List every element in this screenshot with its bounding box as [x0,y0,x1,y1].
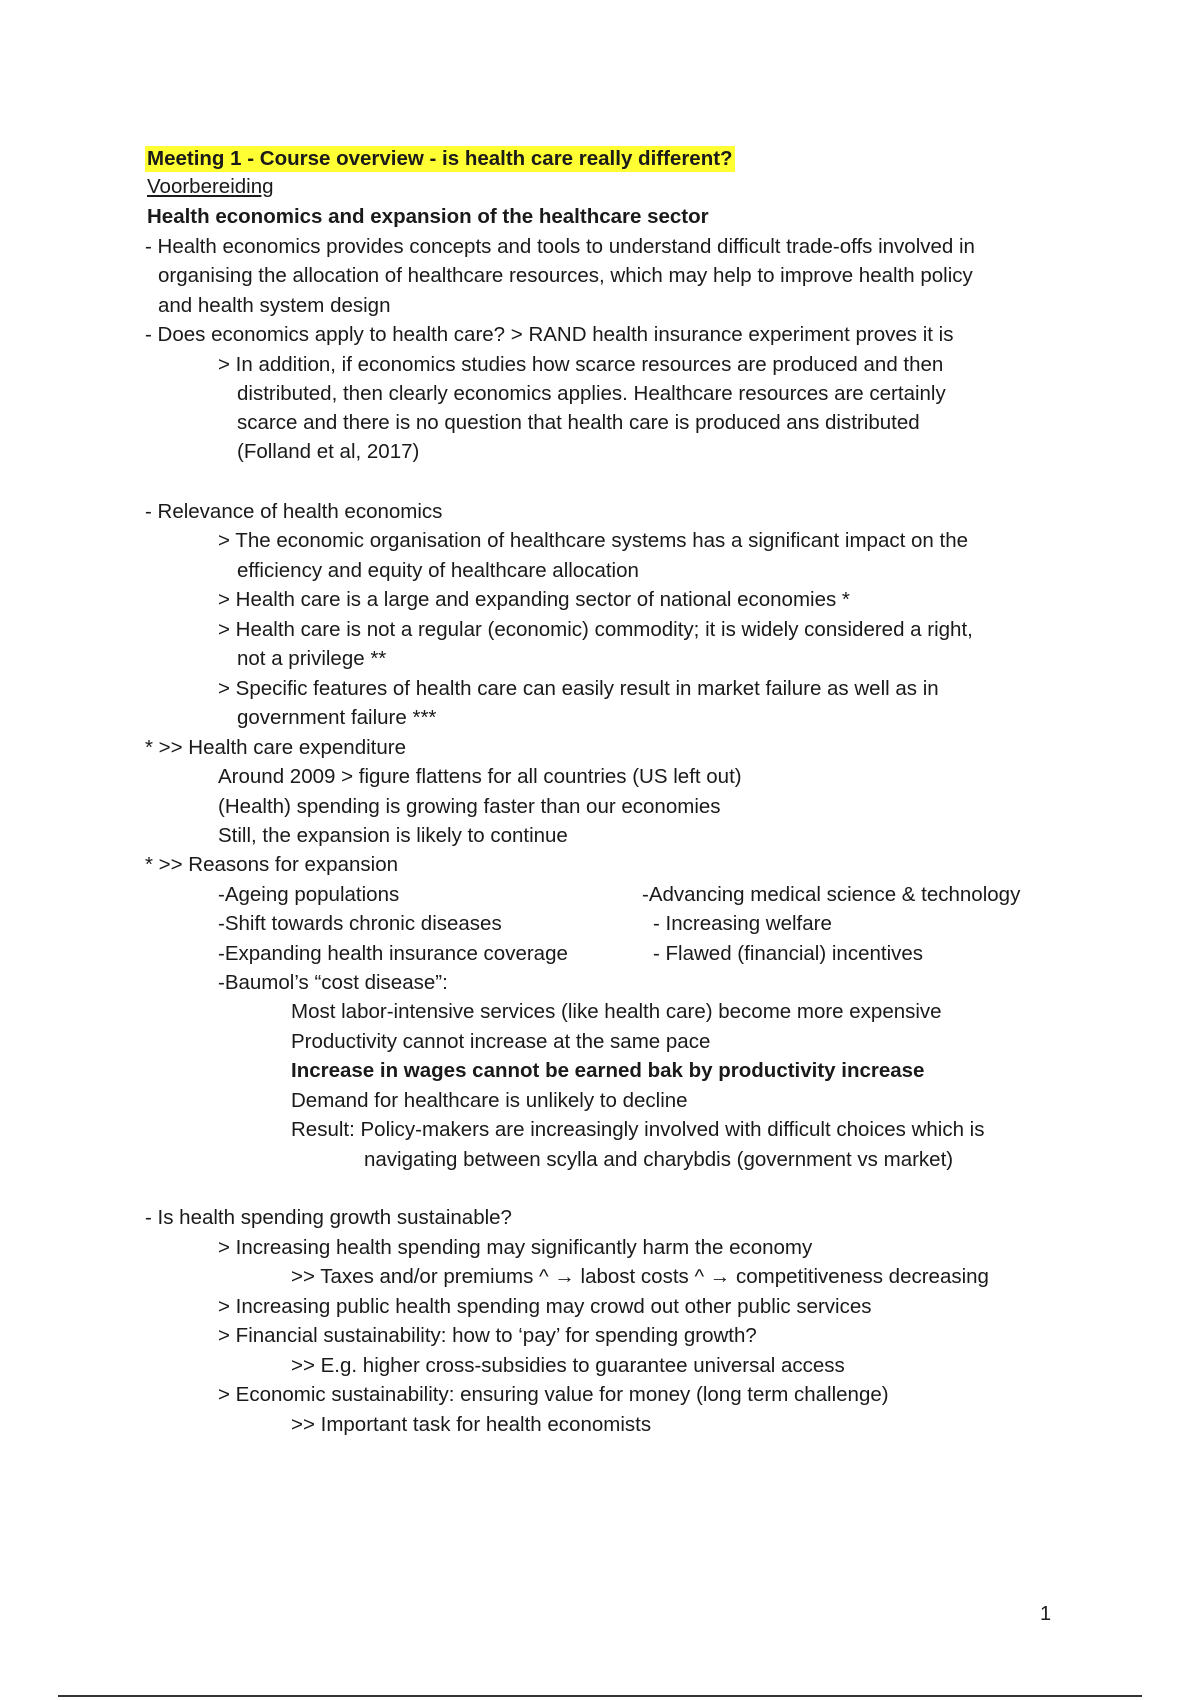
reason-item: -Expanding health insurance coverage [218,942,568,965]
text-line: > Health care is a large and expanding sector of national economies * [218,588,850,611]
text-line: government failure *** [237,706,437,729]
reason-item: -Shift towards chronic diseases [218,912,502,935]
text-line: >> Taxes and/or premiums ^ → labost costs ^ → competitiveness decreasing [291,1265,989,1288]
text-line: Around 2009 > figure flattens for all countries (US left out) [218,765,742,788]
text-line: > Economic sustainability: ensuring value for money (long term challenge) [218,1383,889,1406]
text-line: organising the allocation of healthcare resources, which may help to improve health policy [158,264,973,287]
text-line: navigating between scylla and charybdis (government vs market) [364,1148,954,1171]
reason-item: - Flawed (financial) incentives [653,942,924,965]
text-line: > Increasing public health spending may crowd out other public services [218,1295,872,1318]
text-line: Demand for healthcare is unlikely to decline [291,1089,688,1112]
text-line: (Health) spending is growing faster than our economies [218,795,721,818]
text-line: -Baumol’s “cost disease”: [218,971,448,994]
page-title: Meeting 1 - Course overview - is health care really different? [147,147,733,170]
text-line: > Increasing health spending may significantly harm the economy [218,1236,813,1259]
text-line: distributed, then clearly economics applies. Healthcare resources are certainly [237,382,946,405]
text-line: >> Important task for health economists [291,1413,652,1436]
text-line-bold: Increase in wages cannot be earned bak by productivity increase [291,1059,925,1082]
text-line: - Relevance of health economics [145,500,443,523]
text-line: Result: Policy-makers are increasingly involved with difficult choices which is [291,1118,985,1141]
text-line: and health system design [158,294,391,317]
text-line: efficiency and equity of healthcare allocation [237,559,639,582]
text-line: Productivity cannot increase at the same pace [291,1030,711,1053]
text-line: Still, the expansion is likely to continue [218,824,568,847]
text-line: not a privilege ** [237,647,387,670]
footer-divider [58,1695,1142,1697]
page-number: 1 [1040,1603,1052,1625]
reason-item: -Advancing medical science & technology [642,883,1021,906]
text-line: * >> Health care expenditure [145,736,406,759]
text-line: scarce and there is no question that health care is produced ans distributed [237,411,920,434]
text-line: * >> Reasons for expansion [145,853,398,876]
text-line: > Health care is not a regular (economic) commodity; it is widely considered a right, [218,618,973,641]
text-line: - Health economics provides concepts and tools to understand difficult trade-offs involved in [145,235,975,258]
text-line: - Is health spending growth sustainable? [145,1206,512,1229]
text-line: > The economic organisation of healthcare systems has a significant impact on the [218,529,968,552]
reason-item: -Ageing populations [218,883,400,906]
section-subtitle: Voorbereiding [147,175,274,198]
text-line: > Financial sustainability: how to ‘pay’ for spending growth? [218,1324,757,1347]
text-line: >> E.g. higher cross-subsidies to guarantee universal access [291,1354,845,1377]
text-line: Most labor-intensive services (like health care) become more expensive [291,1000,942,1023]
text-line: - Does economics apply to health care? > RAND health insurance experiment proves it is [145,323,954,346]
text-line: (Folland et al, 2017) [237,440,420,463]
text-line: > Specific features of health care can easily result in market failure as well as in [218,677,939,700]
section-heading: Health economics and expansion of the healthcare sector [147,205,709,228]
text-line: > In addition, if economics studies how scarce resources are produced and then [218,353,944,376]
reason-item: - Increasing welfare [653,912,832,935]
